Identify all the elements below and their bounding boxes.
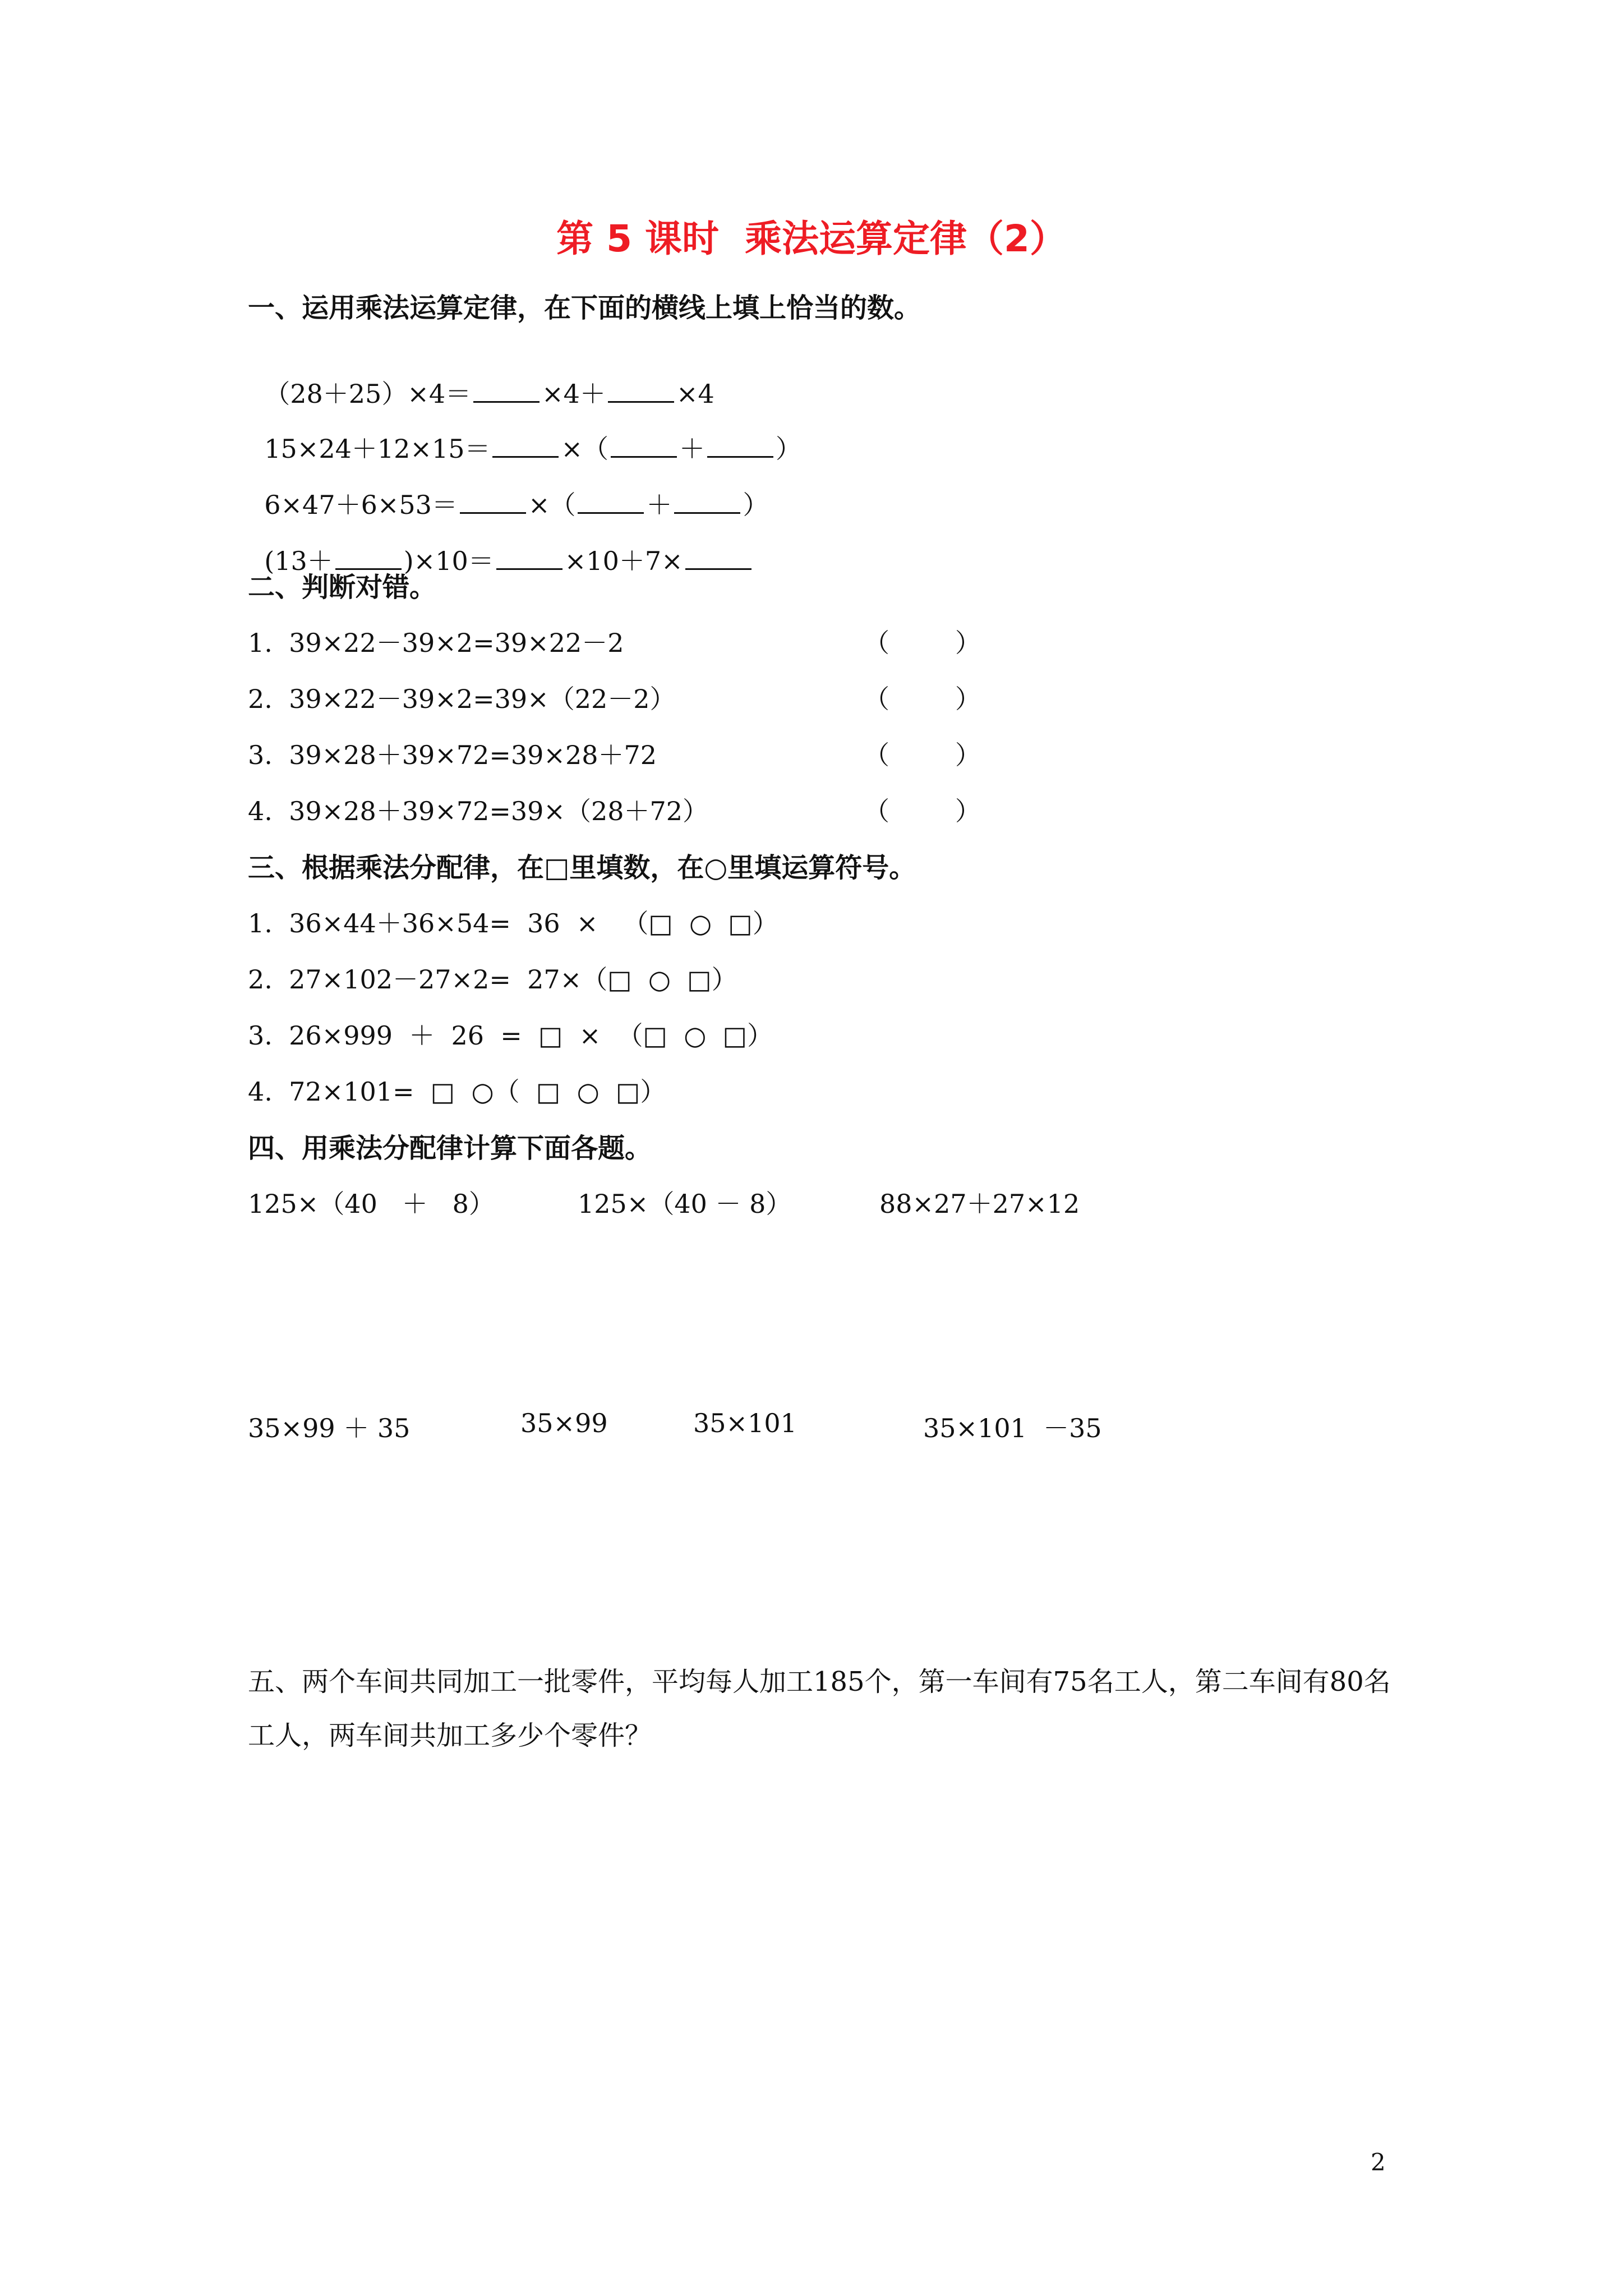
fill-line-3-part-1: 6×47＋6×53＝ (264, 490, 458, 520)
section-2-heading: 二、判断对错。 (248, 572, 437, 603)
judge-answer-3[interactable]: （ ） (864, 740, 981, 770)
fill-line-2-part-2: ×（ (561, 434, 609, 464)
calc-problem-7: 35×101 －35 (923, 1413, 1102, 1443)
distributive-item-3: 3. 26×999 ＋ 26 = □ × （□ ○ □） (248, 1020, 773, 1051)
fill-line-3-part-3: ＋ (646, 490, 672, 520)
distributive-item-4: 4. 72×101= □ ○（ □ ○ □） (248, 1076, 666, 1107)
judge-answer-1[interactable]: （ ） (864, 628, 981, 658)
calc-problem-6: 35×101 (693, 1408, 797, 1438)
word-problem: 五、两个车间共同加工一批零件，平均每人加工185个，第一车间有75名工人，第二车间有80名工人，两车间共加工多少个零件？ (248, 1666, 1391, 1751)
calc-problem-3: 88×27＋27×12 (879, 1189, 1080, 1219)
judge-item-1: 1. 39×22－39×2=39×22－2 (248, 628, 624, 658)
judge-item-3: 3. 39×28＋39×72=39×28＋72 (248, 740, 657, 770)
fill-line-1-part-2: ×4＋ (542, 379, 606, 409)
page-title: 第 5 课时 乘法运算定律（2） (556, 217, 1067, 260)
fill-line-1-part-1: （28＋25）×4＝ (264, 379, 472, 409)
fill-line-3-part-2: ×（ (528, 490, 576, 520)
judge-item-2: 2. 39×22－39×2=39×（22－2） (248, 684, 676, 714)
calc-problem-4: 35×99 ＋ 35 (248, 1413, 411, 1443)
blank[interactable] (496, 546, 562, 570)
distributive-item-2: 2. 27×102－27×2= 27×（□ ○ □） (248, 964, 737, 995)
fill-line-2-part-1: 15×24＋12×15＝ (264, 434, 491, 464)
fill-line-4-part-2: )×10＝ (403, 546, 494, 576)
calc-problem-1: 125×（40 ＋ 8） (248, 1189, 495, 1219)
blank[interactable] (685, 546, 751, 570)
page-number: 2 (1371, 2148, 1386, 2176)
judge-item-4: 4. 39×28＋39×72=39×（28＋72） (248, 796, 709, 826)
distributive-item-1: 1. 36×44＋36×54= 36 × （□ ○ □） (248, 908, 778, 938)
section-3-heading: 三、根据乘法分配律，在□里填数，在○里填运算符号。 (248, 852, 916, 884)
calc-problem-5: 35×99 (520, 1408, 608, 1438)
judge-answer-2[interactable]: （ ） (864, 684, 981, 714)
fill-line-1-part-3: ×4 (676, 379, 714, 409)
fill-line-2-part-4: ） (776, 434, 802, 464)
calc-problem-2: 125×（40 － 8） (578, 1189, 792, 1219)
judge-answer-4[interactable]: （ ） (864, 796, 981, 826)
fill-line-2-part-3: ＋ (679, 434, 706, 464)
fill-line-4-part-3: ×10＋7× (564, 546, 683, 576)
section-1-heading: 一、运用乘法运算定律，在下面的横线上填上恰当的数。 (248, 292, 921, 324)
fill-line-3-part-4: ） (743, 490, 769, 520)
section-4-heading: 四、用乘法分配律计算下面各题。 (248, 1133, 652, 1164)
fill-line-4-part-1: (13＋ (264, 546, 333, 576)
